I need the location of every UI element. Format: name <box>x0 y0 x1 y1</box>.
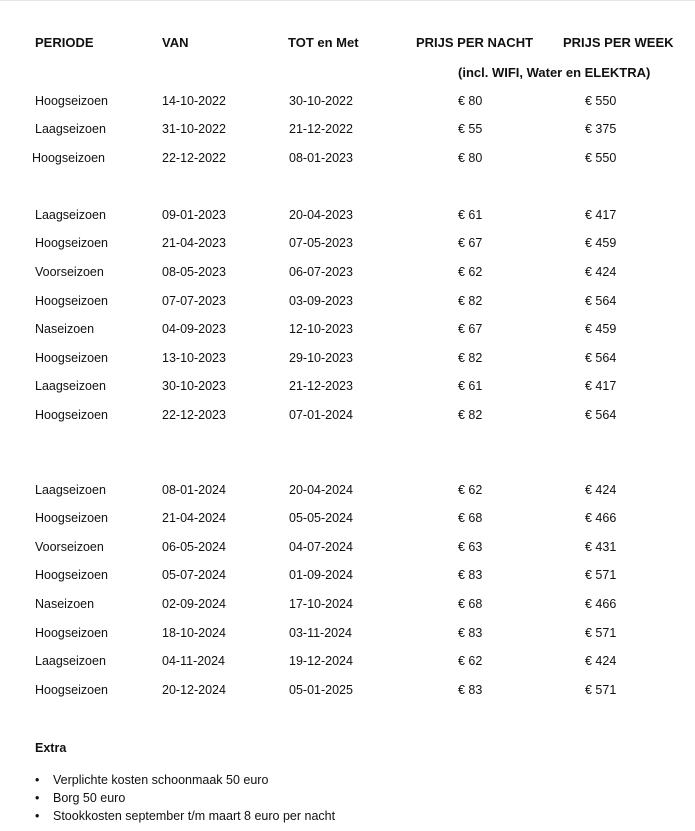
cell-periode: Laagseizoen <box>35 122 106 136</box>
cell-van: 06-05-2024 <box>162 540 226 554</box>
cell-periode: Hoogseizoen <box>35 94 108 108</box>
cell-van: 22-12-2022 <box>162 151 226 165</box>
cell-prijs-week: € 571 <box>585 568 617 582</box>
cell-prijs-week: € 417 <box>585 208 617 222</box>
cell-van: 31-10-2022 <box>162 122 226 136</box>
cell-tot: 20-04-2024 <box>289 483 353 497</box>
header-van: VAN <box>162 35 189 50</box>
bullet: • <box>35 773 40 787</box>
cell-periode: Laagseizoen <box>35 208 106 222</box>
cell-prijs-week: € 564 <box>585 294 617 308</box>
cell-van: 22-12-2023 <box>162 408 226 422</box>
cell-tot: 17-10-2024 <box>289 597 353 611</box>
cell-prijs-nacht: € 82 <box>458 294 483 308</box>
cell-prijs-nacht: € 61 <box>458 379 483 393</box>
cell-tot: 05-01-2025 <box>289 683 353 697</box>
header-prijs-nacht: PRIJS PER NACHT <box>416 35 534 50</box>
cell-prijs-nacht: € 67 <box>458 236 483 250</box>
cell-tot: 19-12-2024 <box>289 654 353 668</box>
cell-van: 18-10-2024 <box>162 626 226 640</box>
cell-tot: 01-09-2024 <box>289 568 353 582</box>
cell-prijs-week: € 564 <box>585 351 617 365</box>
cell-van: 04-11-2024 <box>162 654 226 668</box>
cell-prijs-nacht: € 80 <box>458 151 483 165</box>
cell-periode: Laagseizoen <box>35 379 106 393</box>
cell-prijs-nacht: € 63 <box>458 540 483 554</box>
cell-tot: 03-09-2023 <box>289 294 353 308</box>
extra-list <box>35 771 335 825</box>
cell-prijs-nacht: € 62 <box>458 483 483 497</box>
cell-prijs-week: € 431 <box>585 540 617 554</box>
cell-periode: Laagseizoen <box>35 483 106 497</box>
extra-item-text: Verplichte kosten schoonmaak 50 euro <box>53 773 269 787</box>
cell-prijs-nacht: € 82 <box>458 408 483 422</box>
cell-periode: Hoogseizoen <box>35 236 108 250</box>
extra-item <box>35 807 335 825</box>
cell-periode: Hoogseizoen <box>32 151 105 165</box>
cell-tot: 04-07-2024 <box>289 540 353 554</box>
header-prijs-week: PRIJS PER WEEK <box>563 35 674 50</box>
cell-periode: Hoogseizoen <box>35 626 108 640</box>
cell-prijs-week: € 375 <box>585 122 617 136</box>
cell-periode: Voorseizoen <box>35 265 104 279</box>
top-border <box>0 0 695 1</box>
cell-periode: Hoogseizoen <box>35 408 108 422</box>
cell-prijs-week: € 466 <box>585 511 617 525</box>
extra-item <box>35 789 335 807</box>
extra-item-text: Stookkosten september t/m maart 8 euro per nacht <box>53 809 336 823</box>
cell-prijs-nacht: € 55 <box>458 122 483 136</box>
cell-periode: Laagseizoen <box>35 654 106 668</box>
cell-tot: 05-05-2024 <box>289 511 353 525</box>
cell-tot: 30-10-2022 <box>289 94 353 108</box>
header-periode: PERIODE <box>35 35 94 50</box>
cell-prijs-week: € 459 <box>585 322 617 336</box>
header-price-note: (incl. WIFI, Water en ELEKTRA) <box>458 65 651 80</box>
cell-prijs-nacht: € 68 <box>458 597 483 611</box>
cell-prijs-nacht: € 67 <box>458 322 483 336</box>
cell-prijs-week: € 424 <box>585 654 617 668</box>
header-tot: TOT en Met <box>288 35 359 50</box>
cell-periode: Hoogseizoen <box>35 511 108 525</box>
cell-van: 21-04-2023 <box>162 236 226 250</box>
cell-tot: 07-05-2023 <box>289 236 353 250</box>
cell-prijs-nacht: € 68 <box>458 511 483 525</box>
bullet: • <box>35 791 40 805</box>
cell-van: 21-04-2024 <box>162 511 226 525</box>
cell-periode: Hoogseizoen <box>35 351 108 365</box>
cell-periode: Naseizoen <box>35 597 95 611</box>
cell-prijs-nacht: € 61 <box>458 208 483 222</box>
cell-prijs-week: € 550 <box>585 94 617 108</box>
cell-van: 09-01-2023 <box>162 208 226 222</box>
cell-periode: Naseizoen <box>35 322 95 336</box>
cell-periode: Hoogseizoen <box>35 294 108 308</box>
cell-van: 02-09-2024 <box>162 597 226 611</box>
cell-periode: Hoogseizoen <box>35 568 108 582</box>
cell-prijs-nacht: € 83 <box>458 626 483 640</box>
cell-prijs-week: € 424 <box>585 483 617 497</box>
cell-prijs-nacht: € 83 <box>458 683 483 697</box>
extra-title: Extra <box>35 741 67 755</box>
cell-tot: 12-10-2023 <box>289 322 353 336</box>
cell-van: 05-07-2024 <box>162 568 226 582</box>
cell-prijs-week: € 564 <box>585 408 617 422</box>
cell-prijs-nacht: € 82 <box>458 351 483 365</box>
extra-item <box>35 771 335 789</box>
cell-van: 08-05-2023 <box>162 265 226 279</box>
cell-prijs-week: € 571 <box>585 626 617 640</box>
bullet: • <box>35 809 40 823</box>
cell-tot: 21-12-2022 <box>289 122 353 136</box>
cell-van: 13-10-2023 <box>162 351 226 365</box>
cell-tot: 07-01-2024 <box>289 408 353 422</box>
cell-tot: 21-12-2023 <box>289 379 353 393</box>
cell-van: 08-01-2024 <box>162 483 226 497</box>
cell-tot: 08-01-2023 <box>289 151 353 165</box>
cell-tot: 29-10-2023 <box>289 351 353 365</box>
cell-prijs-week: € 417 <box>585 379 617 393</box>
cell-prijs-week: € 550 <box>585 151 617 165</box>
cell-tot: 03-11-2024 <box>289 626 353 640</box>
cell-prijs-week: € 424 <box>585 265 617 279</box>
cell-prijs-nacht: € 83 <box>458 568 483 582</box>
cell-periode: Hoogseizoen <box>35 683 108 697</box>
cell-prijs-week: € 466 <box>585 597 617 611</box>
cell-van: 20-12-2024 <box>162 683 226 697</box>
cell-prijs-nacht: € 62 <box>458 265 483 279</box>
cell-tot: 20-04-2023 <box>289 208 353 222</box>
cell-prijs-week: € 571 <box>585 683 617 697</box>
cell-tot: 06-07-2023 <box>289 265 353 279</box>
extra-item-text: Borg 50 euro <box>53 791 126 805</box>
cell-prijs-nacht: € 62 <box>458 654 483 668</box>
cell-van: 30-10-2023 <box>162 379 226 393</box>
cell-van: 04-09-2023 <box>162 322 226 336</box>
cell-periode: Voorseizoen <box>35 540 104 554</box>
cell-prijs-week: € 459 <box>585 236 617 250</box>
cell-van: 07-07-2023 <box>162 294 226 308</box>
cell-prijs-nacht: € 80 <box>458 94 483 108</box>
cell-van: 14-10-2022 <box>162 94 226 108</box>
